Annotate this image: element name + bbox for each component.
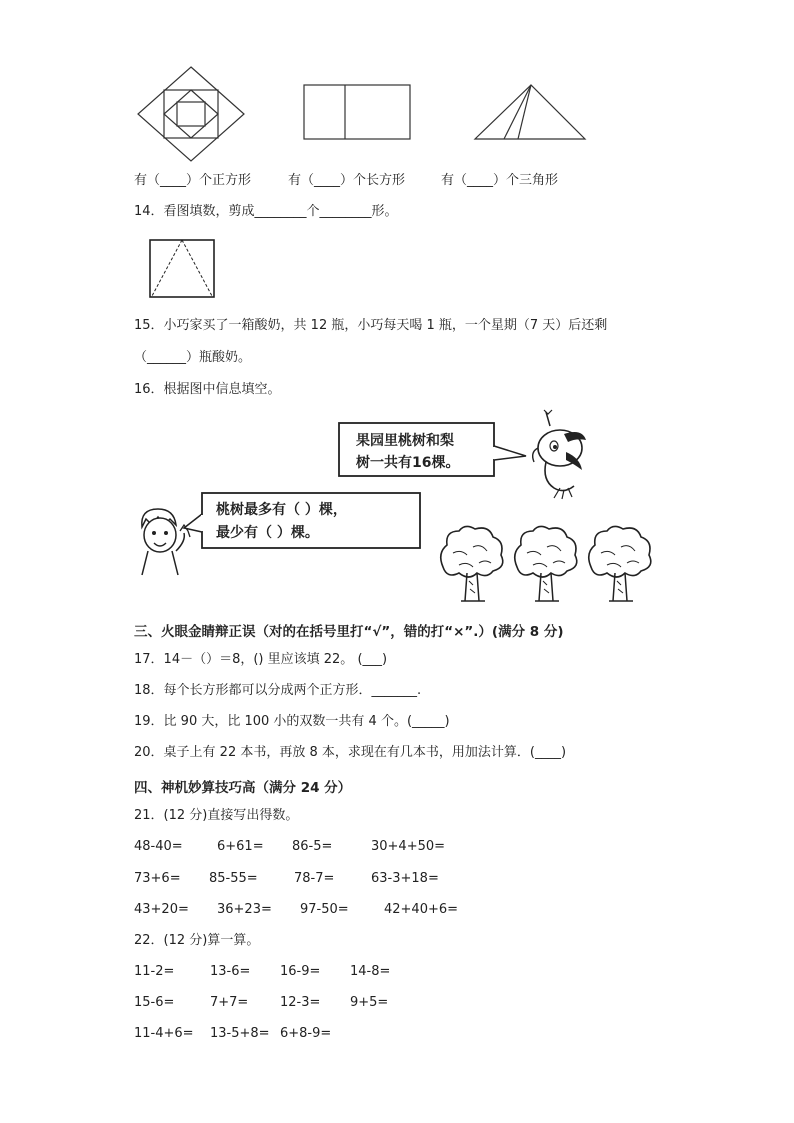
caption-rectangles: 有（____）个长方形 [288,173,406,188]
question-15-line1: 15．小巧家买了一箱酸奶，共 12 瓶，小巧每天喝 1 瓶，一个星期（7 天）后还剩 [134,318,608,333]
q22-row1-c4: 14-8= [350,964,391,979]
bird-bubble-line1: 果园里桃树和梨 [356,433,454,449]
q22-row2-c4: 9+5= [350,995,389,1010]
nested-squares-figure [136,66,246,162]
tree-3 [585,523,653,603]
cut-rectangle-figure [149,239,215,299]
section-3-title: 三、火眼金睛辩正误（对的在括号里打“√”，错的打“×”.）(满分 8 分) [134,624,564,640]
tree-1 [437,523,505,603]
q22-row2-c3: 12-3= [280,995,321,1010]
caption-squares: 有（____）个正方形 [134,173,252,188]
section-4-title: 四、神机妙算技巧高（满分 24 分） [134,780,352,796]
q21-row3-c4: 42+40+6= [384,902,459,917]
question-15-line2: （______）瓶酸奶。 [134,350,252,365]
q21-row3-c2: 36+23= [217,902,272,917]
q22-row3-c1: 11-4+6= [134,1026,194,1041]
q22-row3-c2: 13-5+8= [210,1026,270,1041]
q22-row2-c2: 7+7= [210,995,249,1010]
bird-bubble-line2: 树一共有16棵。 [356,455,460,471]
question-19: 19．比 90 大，比 100 小的双数一共有 4 个。(_____) [134,714,450,729]
q21-row2-c2: 85-55= [209,871,258,886]
q22-row1-c2: 13-6= [210,964,251,979]
boy-bubble-line1: 桃树最多有（ ）棵， [216,502,347,518]
q21-row1-c2: 6+61= [217,839,264,854]
question-17: 17．14－（）＝8，() 里应该填 22。 (___) [134,652,388,667]
question-14: 14．看图填数，剪成________个________形。 [134,204,398,219]
boy-bubble-line2: 最少有（ ）棵。 [216,525,319,541]
question-16: 16．根据图中信息填空。 [134,382,281,397]
q21-row1-c4: 30+4+50= [371,839,446,854]
q22-row2-c1: 15-6= [134,995,175,1010]
q22-row3-c3: 6+8-9= [280,1026,332,1041]
question-21-title: 21．(12 分)直接写出得数。 [134,808,299,823]
q21-row3-c3: 97-50= [300,902,349,917]
split-rectangle-figure [303,84,411,140]
bird-illustration [524,408,594,500]
q21-row1-c3: 86-5= [292,839,333,854]
question-20: 20．桌子上有 22 本书，再放 8 本，求现在有几本书，用加法计算．(____) [134,745,567,760]
q21-row2-c4: 63-3+18= [371,871,439,886]
q22-row1-c1: 11-2= [134,964,175,979]
q21-row2-c1: 73+6= [134,871,181,886]
q22-row1-c3: 16-9= [280,964,321,979]
question-18: 18．每个长方形都可以分成两个正方形．_______. [134,683,422,698]
q21-row3-c1: 43+20= [134,902,189,917]
q21-row1-c1: 48-40= [134,839,183,854]
q21-row2-c3: 78-7= [294,871,335,886]
tree-2 [511,523,579,603]
split-triangle-figure [474,84,586,140]
question-22-title: 22．(12 分)算一算。 [134,933,260,948]
caption-triangles: 有（____）个三角形 [441,173,559,188]
